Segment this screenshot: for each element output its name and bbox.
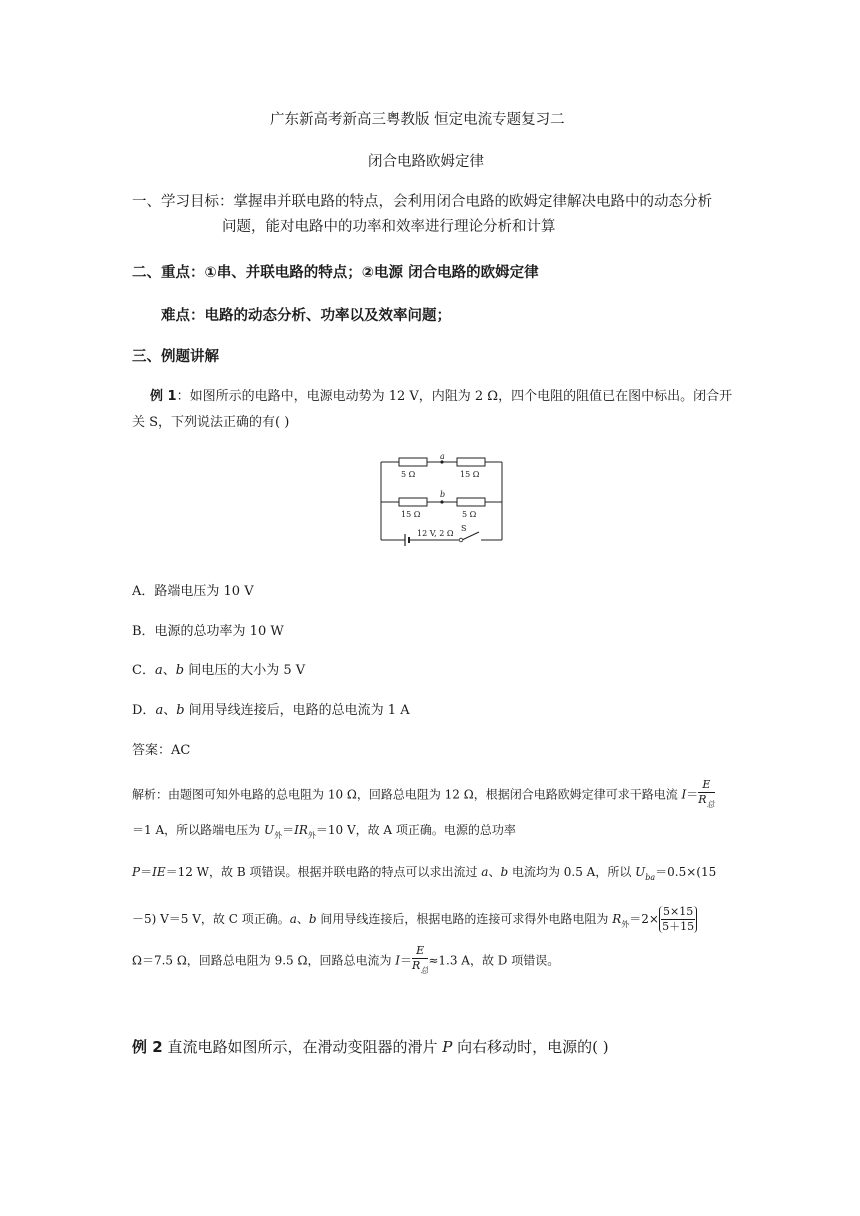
option-d: D．a、b 间用导线连接后，电路的总电流为 1 A	[132, 703, 410, 718]
resistor-top-right	[457, 458, 485, 466]
analysis-line3: P＝IE＝12 W，故 B 项错误。根据并联电路的特点可以求出流过 a、b 电流均为 0.5 A，所以 $U_{ba}=0.5\times(15$	[132, 865, 717, 882]
example2-line: 例 2 直流电路如图所示，在滑动变阻器的滑片 P 向右移动时，电源的( )	[132, 1038, 609, 1056]
option-c: C．a、b 间电压的大小为 5 V	[132, 663, 306, 678]
resistor-mid-left	[399, 498, 427, 506]
switch-blade	[462, 532, 479, 540]
node-b-dot	[440, 500, 443, 503]
page-title: 广东新高考新高三粤教版 恒定电流专题复习二	[270, 112, 565, 128]
difficulties: 难点：电路的动态分析、功率以及效率问题；	[161, 308, 451, 324]
option-a: A．路端电压为 10 V	[132, 584, 254, 599]
label-mid-left-r: 15 Ω	[401, 510, 421, 519]
analysis-line5: Ω＝7.5 Ω，回路总电阻为 9.5 Ω，回路总电流为 I＝ $\frac{E}{R_总}$ ≈1.3 A，故 D 项错误。	[132, 944, 560, 975]
fraction-e-over-r: $\frac{E}{R_总}$	[698, 778, 715, 809]
analysis-line2: ＝1 A，所以路端电压为 $U_外=IR_外=10$ V，故 A 项正确。电源的总功率	[132, 823, 516, 840]
label-battery: 12 V, 2 Ω	[417, 529, 454, 538]
example1-text1: ：如图所示的电路中，电源电动势为 12 V，内阻为 2 Ω，四个电阻的阻值已在图中标出。闭合开	[176, 389, 733, 404]
answer: 答案：AC	[132, 743, 191, 758]
example1-line1	[150, 385, 732, 404]
label-mid-right-r: 5 Ω	[462, 510, 477, 519]
example1-line2: 关 S，下列说法正确的有( )	[132, 415, 290, 430]
label-top-right-r: 15 Ω	[460, 470, 480, 479]
label-switch: S	[461, 524, 467, 533]
page-subtitle: 闭合电路欧姆定律	[368, 154, 484, 170]
fraction-parallel-resistance: $\frac{5\times 15}{5+15}$	[659, 906, 697, 933]
key-points: 二、重点：①串、并联电路的特点；②电源 闭合电路的欧姆定律	[132, 265, 539, 281]
section-examples-heading: 三、例题讲解	[132, 349, 219, 365]
example1-label: 例 1	[150, 389, 177, 404]
analysis-line4: －5) V＝5 V，故 C 项正确。a、b 间用导线连接后，根据电路的连接可求得外电路电阻为 $R_外=2\times$ $\frac{5\times 15}{5+15}$	[132, 906, 697, 933]
analysis-line1: 解析：由题图可知外电路的总电阻为 10 Ω，回路总电阻为 12 Ω，根据闭合电路欧姆定律可求干路电流 I＝ $\frac{E}{R_总}$	[132, 778, 715, 809]
example2-label: 例 2	[132, 1038, 163, 1056]
learning-goals-line1: 一、学习目标：掌握串并联电路的特点，会利用闭合电路的欧姆定律解决电路中的动态分析	[132, 194, 712, 210]
learning-goals-line2: 问题，能对电路中的功率和效率进行理论分析和计算	[222, 219, 556, 235]
label-node-b: b	[440, 490, 446, 499]
label-top-left-r: 5 Ω	[401, 470, 416, 479]
circuit-diagram	[375, 452, 510, 552]
resistor-top-left	[399, 458, 427, 466]
resistor-mid-right	[457, 498, 485, 506]
option-b: B．电源的总功率为 10 W	[132, 624, 284, 639]
switch-pivot	[459, 538, 463, 542]
label-node-a: a	[440, 452, 445, 461]
fraction-e-over-r-2: $\frac{E}{R_总}$	[412, 944, 429, 975]
